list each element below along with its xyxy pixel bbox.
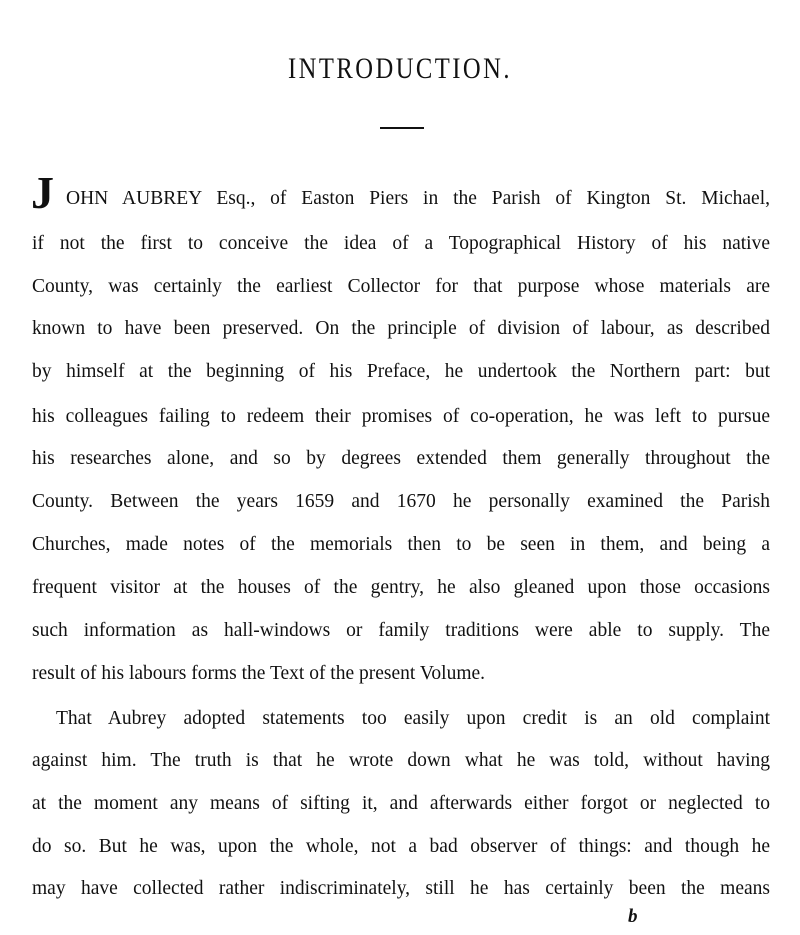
text-line: if not the first to conceive the idea of a Topographical History of his native [32, 233, 770, 254]
drop-cap: J [31, 167, 54, 218]
text-line: Churches, made notes of the memorials then to be seen in them, and being a [32, 534, 770, 555]
text-line: known to have been preserved. On the principle of division of labour, as described [32, 318, 770, 339]
signature-mark: b [628, 906, 638, 927]
text-line: That Aubrey adopted statements too easily upon credit is an old complaint [56, 708, 770, 729]
text-line: by himself at the beginning of his Preface, he undertook the Northern part: but [32, 361, 770, 382]
text-line: OHN AUBREY Esq., of Easton Piers in the Parish of Kington St. Michael, [66, 188, 770, 209]
text-line: such information as hall-windows or family traditions were able to supply. The [32, 620, 770, 641]
text-line: frequent visitor at the houses of the gentry, he also gleaned upon those occasions [32, 577, 770, 598]
text-line: against him. The truth is that he wrote down what he was told, without having [32, 750, 770, 771]
text-line: his researches alone, and so by degrees extended them generally throughout the [32, 448, 770, 469]
text-line: County. Between the years 1659 and 1670 he personally examined the Parish [32, 491, 770, 512]
title-divider [380, 127, 424, 129]
text-line: at the moment any means of sifting it, and afterwards either forgot or neglected to [32, 793, 770, 814]
text-line: may have collected rather indiscriminately, still he has certainly been the means [32, 878, 770, 899]
page-title: INTRODUCTION. [288, 52, 512, 85]
text-line: his colleagues failing to redeem their promises of co-operation, he was left to pursue [32, 406, 770, 427]
text-line: result of his labours forms the Text of the present Volume. [32, 663, 486, 684]
text-line: County, was certainly the earliest Collector for that purpose whose materials are [32, 276, 770, 297]
text-line: do so. But he was, upon the whole, not a bad observer of things: and though he [32, 836, 770, 857]
